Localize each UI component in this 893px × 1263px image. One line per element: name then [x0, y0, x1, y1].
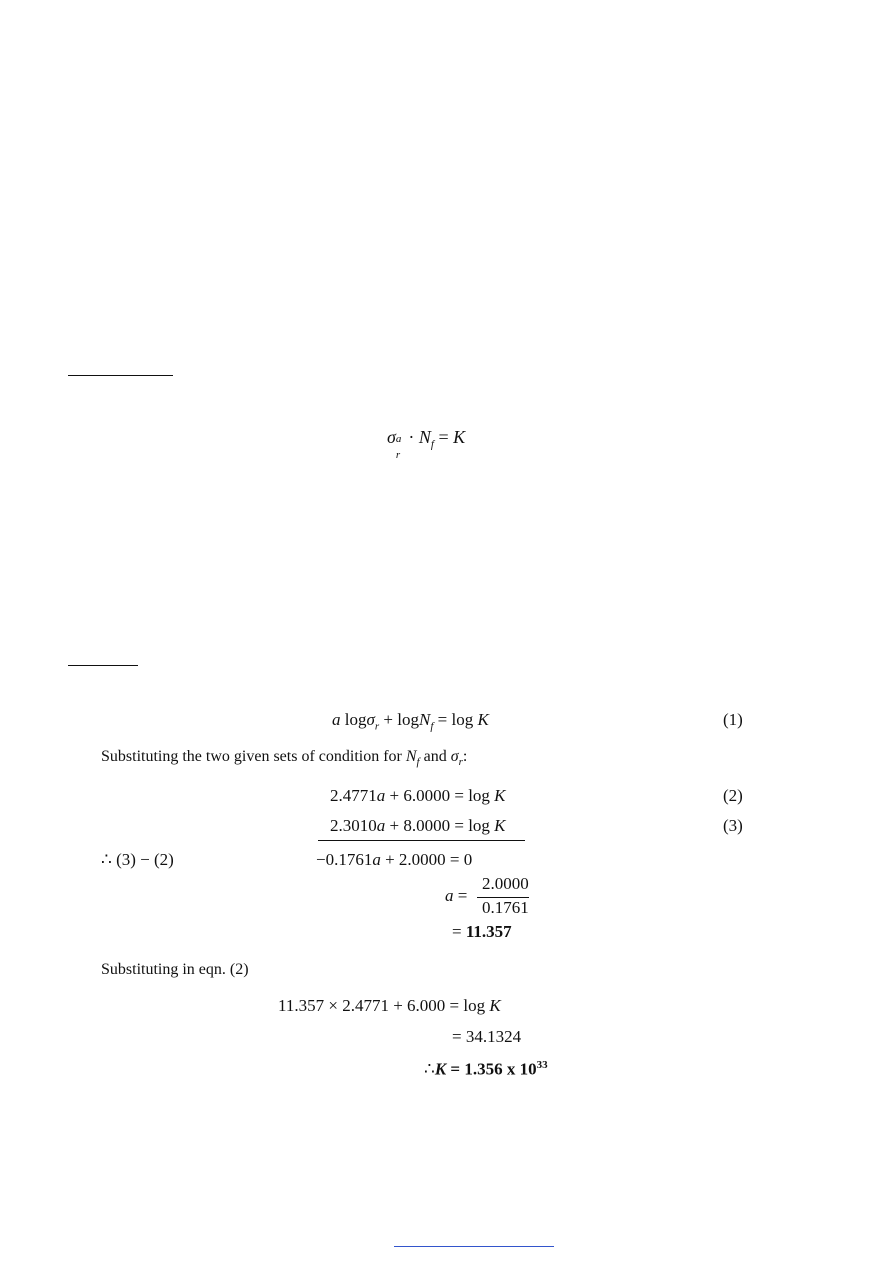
difference-label: ∴ (3) − (2): [101, 850, 174, 869]
section-rule-solution: [68, 665, 138, 666]
eq2-rest: + 6.0000 =: [389, 786, 464, 805]
a-value-number: 11.357: [465, 922, 512, 941]
frac-denominator: 0.1761: [482, 898, 529, 917]
equation-2: [330, 786, 506, 806]
calc-K: K: [489, 996, 501, 1015]
header-formula: [387, 427, 466, 461]
eq1-sigma: σ: [366, 710, 375, 729]
eq1-eq: =: [437, 710, 448, 729]
eq2-var: a: [376, 786, 386, 805]
eq2-coef: 2.4771: [330, 786, 377, 805]
equation-1-tag: (1): [723, 710, 743, 729]
substitute-N-sub: f: [416, 756, 420, 769]
formula-dot: ·: [408, 427, 415, 447]
final-exponent: 33: [536, 1059, 548, 1071]
substitute-colon: :: [462, 748, 468, 765]
diff-coef: −0.1761: [316, 850, 373, 869]
footer-link-underline[interactable]: [394, 1246, 554, 1247]
calc-result: = 34.1324: [452, 1027, 522, 1046]
eq1-rhs-log: log: [451, 710, 474, 729]
frac-var: a: [445, 886, 454, 905]
eq3-var: a: [376, 816, 386, 835]
eq1-sigma-sub: r: [374, 720, 380, 733]
substitute-text: Substituting the two given sets of condition for: [101, 748, 402, 765]
calc-log: log: [463, 996, 486, 1015]
substitute-N: N: [405, 748, 417, 765]
eq3-rest: + 8.0000 =: [389, 816, 464, 835]
formula-sub: r: [395, 449, 401, 461]
calc-line: [278, 996, 501, 1016]
substitute-and: and: [423, 748, 447, 765]
formula-N: N: [418, 427, 431, 447]
formula-eq: =: [438, 427, 449, 447]
frac-eq: =: [457, 886, 468, 905]
eq3-K: K: [494, 816, 506, 835]
frac-numerator: 2.0000: [482, 874, 529, 893]
eq3-coef: 2.3010: [330, 816, 377, 835]
eq1-log2: log: [397, 710, 419, 729]
final-mantissa: 1.356 x 10: [464, 1059, 537, 1079]
difference-equation: [316, 850, 472, 870]
diff-rest: + 2.0000 = 0: [385, 850, 473, 869]
final-therefore: ∴: [424, 1059, 435, 1079]
equation-3: [330, 816, 506, 836]
eq1-plus: +: [383, 710, 393, 729]
equation-3-tag: (3): [723, 816, 743, 835]
eq1-N-sub: f: [430, 720, 434, 733]
formula-N-sub: f: [430, 438, 434, 451]
final-K: K: [434, 1059, 447, 1079]
final-answer: [424, 1059, 548, 1080]
section-rule-top: [68, 375, 173, 376]
frac-lhs: [445, 886, 467, 906]
eq1-rhs-K: K: [477, 710, 489, 729]
eq2-K: K: [494, 786, 506, 805]
equation-1: [332, 710, 489, 732]
a-value: [452, 922, 512, 942]
equation-2-tag: (2): [723, 786, 743, 805]
final-eq: =: [450, 1059, 461, 1079]
eq1-log: log: [344, 710, 367, 729]
substitute2-sentence: Substituting in eqn. (2): [101, 961, 249, 978]
eq3-log: log: [468, 816, 490, 835]
eq1-N: N: [418, 710, 431, 729]
substitute-sigma: σ: [450, 748, 459, 765]
formula-sigma: σ: [387, 427, 396, 447]
formula-sup: a: [395, 433, 402, 445]
substitute-sigma-sub: r: [458, 756, 463, 769]
eq1-a: a: [332, 710, 341, 729]
subtraction-rule: [318, 840, 525, 841]
eq2-log: log: [468, 786, 490, 805]
diff-var: a: [372, 850, 381, 869]
a-value-eq: =: [452, 922, 462, 941]
calc-lhs: 11.357 × 2.4771 + 6.000 =: [278, 996, 460, 1015]
substitute-sentence: [101, 748, 467, 768]
formula-K: K: [453, 427, 466, 447]
